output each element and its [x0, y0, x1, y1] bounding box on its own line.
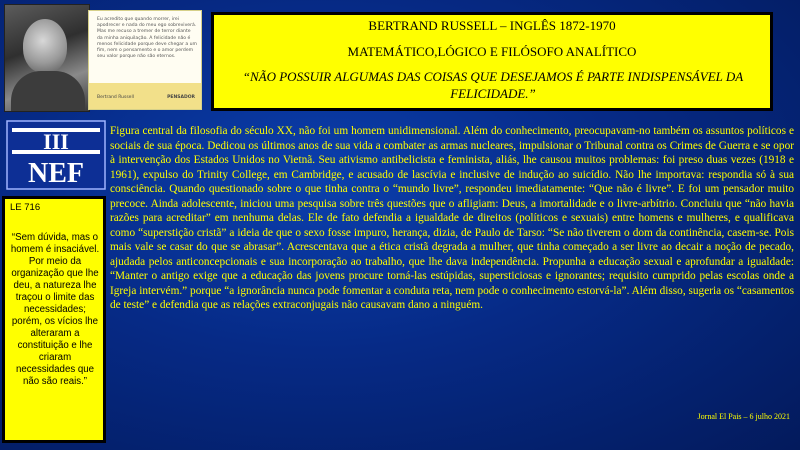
title-name: BERTRAND RUSSELL – INGLÊS 1872-1970 — [368, 18, 616, 33]
sidebar-quote: “Sem dúvida, mas o homem é insaciável. Por meio da organização que lhe deu, a natureza lhe traçou o limite das necessidades; porém, os vícios lhe alteraram a constituição e lhe criaram necessidades que não são reais.” — [10, 232, 100, 387]
title-box — [211, 12, 773, 111]
title-quote: “NÃO POSSUIR ALGUMAS DAS COISAS QUE DESEJAMOS É PARTE INDISPENSÁVEL DA FELICIDADE.” — [242, 69, 744, 101]
portrait-body — [11, 71, 85, 111]
logo-bottom-text: NEF — [28, 158, 84, 189]
source-citation: Jornal El Pais – 6 julho 2021 — [697, 412, 790, 421]
nef-logo — [6, 120, 106, 190]
portrait-head — [23, 19, 67, 73]
quote-card-image — [88, 10, 202, 110]
quote-card-text: Eu acredito que quando morrer, irei apodrecer e nada do meu ego sobreviverá. Mas me recuso a tremer de terror diante da minha aniquilação. A felicidade não é menos felicidade porque deve chegar a um fim, nem o pensamento e o amor perdem seu valor porque não são eternos. — [97, 17, 198, 60]
sidebar-box — [2, 196, 106, 443]
author-portrait — [4, 4, 90, 112]
logo-top-text: III — [43, 129, 69, 154]
quote-card-author: Bertrand Russell — [97, 95, 134, 100]
quote-card-publisher: PENSADOR — [167, 95, 195, 100]
biography-text: Figura central da filosofia do século XX, não foi um homem unidimensional. Além do conhecimento, preocupavam-no também os assuntos políticos e sociais de sua época. Dedicou os últimos anos de sua vida a combater as armas nucleares, impulsionar o Tribunal contra os Crimes de Guerra e se opor à intervenção dos Estados Unidos no Vietnã. Seu ativismo antibelicista e feminista, aliás, lhe causou muitos problemas: foi preso duas vezes (1918 e 1961), expulso do Trinity College, em Cambridge, e acusado de lascívia e inclusive de indução ao suicídio. Não lhe importava: respondia só à sua consciência. Quando questionado sobre o que tinha contra o “mundo livre”, respondeu imediatamente: “Que não é livre”. E foi um pensador muito precoce. Ainda adolescente, iniciou uma pesquisa sobre três questões que o afligiam: Deus, a imortalidade e o livre-arbítrio. Concluiu que “não havia razões para acreditar” em nenhuma delas. Ele de fato defendia a igualdade de direitos (políticos e sexuais) entre homens e mulheres, e qualificava como “superstição cristã” a ideia de que o sexo fosse impuro, herança, dizia, de Paulo de Tarso: “Se não tiverem o dom da continência, casem-se. Pois mais vale se casar do que se abrasar”. Acrescentava que a ética cristã degrada a mulher, que tinha começado a ser livre ao decair a noção de pecado, ajudada pelos anticoncepcionais e sua incorporação ao trabalho, que lhe dava independência. Propunha a educação sexual e aprofundar a igualdade: “Manter o antigo exige que a educação das jovens procure torná-las estúpidas, supersticiosas e ignorantes; requisito cumprido pelas escolas onde a Igreja intervém.” porque “a ignorância nunca pode fomentar a conduta reta, nem pode o conhecimento estorvá-la”. Além disso, sugeria os “casamentos de teste” e defendia que as relações extraconjugais não causavam dano a ninguém. — [110, 125, 794, 311]
title-subtitle: MATEMÁTICO,LÓGICO E FILÓSOFO ANALÍTICO — [347, 44, 637, 59]
sidebar-code: LE 716 — [10, 202, 41, 213]
